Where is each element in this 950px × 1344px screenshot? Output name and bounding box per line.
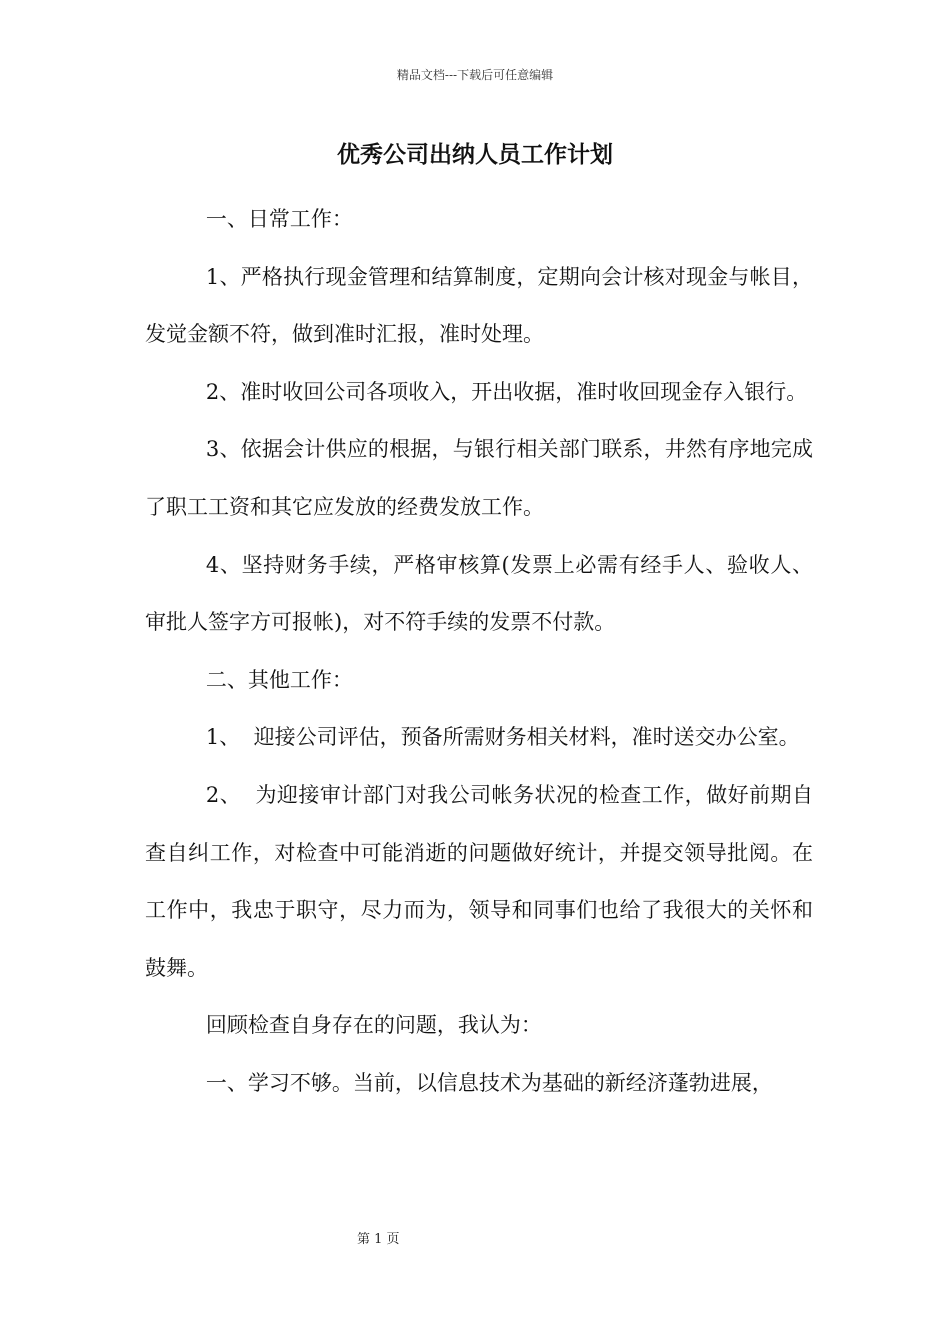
paragraph-item: 一、学习不够。当前，以信息技术为基础的新经济蓬勃进展， — [205, 1070, 773, 1095]
section-heading-other-work: 二、其他工作： — [205, 667, 353, 692]
paragraph-item: 回顾检查自身存在的问题，我认为： — [205, 1013, 542, 1038]
page-number: 第 1 页 — [357, 1232, 400, 1247]
section-heading-daily-work: 一、日常工作： — [205, 207, 353, 231]
paragraph-item: 1、 迎接公司评估，预备所需财务相关材料，准时送交办公室。 — [205, 725, 800, 750]
document-title: 优秀公司出纳人员工作计划 — [337, 141, 613, 168]
paragraph-item: 4、坚持财务手续，严格审核算(发票上必需有经手人、验收人、审批人签字方可报帐)，对不符手续的发票不付款。 — [145, 552, 813, 635]
paragraph-item: 1、严格执行现金管理和结算制度，定期向会计核对现金与帐目，发觉金额不符，做到准时汇报，准时处理。 — [145, 264, 813, 347]
paragraph-item: 2、准时收回公司各项收入，开出收据，准时收回现金存入银行。 — [205, 379, 808, 404]
document-body — [145, 191, 813, 1113]
header-note: 精品文档---下载后可任意编辑 — [396, 68, 554, 82]
paragraph-item: 3、依据会计供应的根据，与银行相关部门联系，井然有序地完成了职工工资和其它应发放的经费发放工作。 — [145, 437, 813, 519]
paragraph-item: 2、 为迎接审计部门对我公司帐务状况的检查工作，做好前期自查自纠工作，对检查中可能消逝的问题做好统计，并提交领导批阅。在工作中，我忠于职守，尽力而为，领导和同事们也给了我很大的关怀和鼓舞。 — [145, 782, 813, 980]
